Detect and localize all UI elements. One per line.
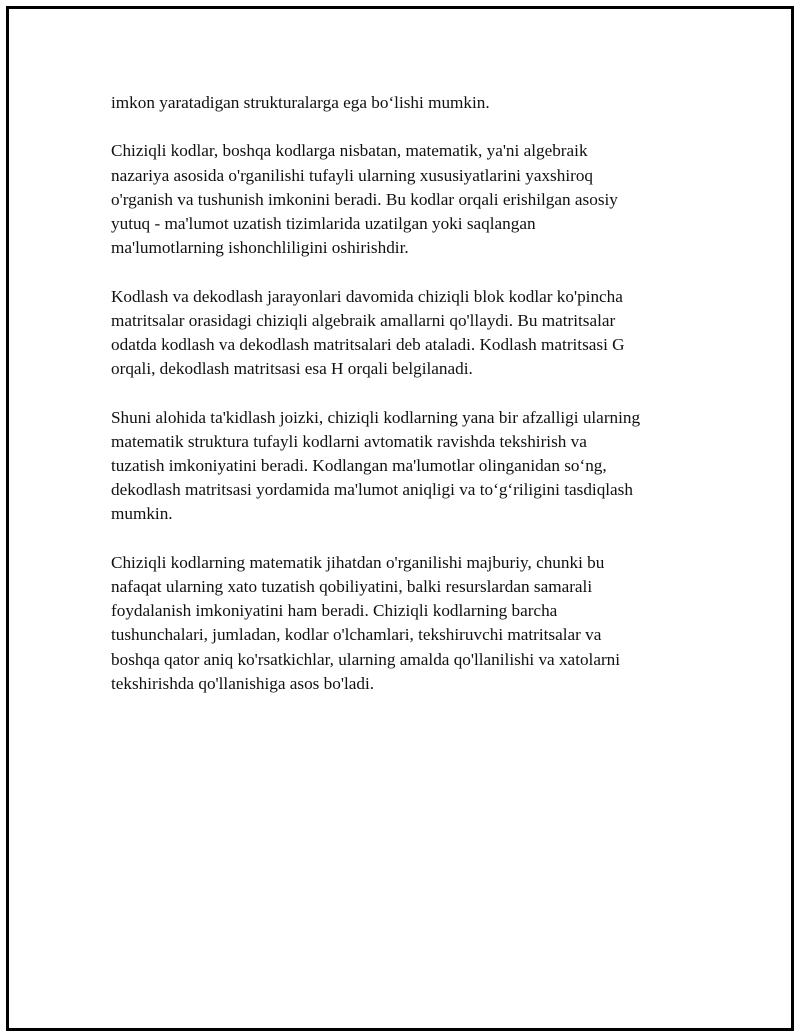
paragraph-encoding-matrices: Kodlash va dekodlash jarayonlari davomida chiziqli blok kodlar ko'pincha matritsalar orasidagi chiziqli algebraik amallarni qo'llaydi. Bu matritsalar odatda kodlash va dekodlash matritsalari deb ataladi. Kodlash matritsasi G orqali, dekodlash matritsasi esa H orqali belgilanadi. <box>111 286 625 379</box>
paragraph-error-checking: Shuni alohida ta'kidlash joizki, chiziqli kodlarning yana bir afzalligi ularning matematik struktura tufayli kodlarni avtomatik ravishda tekshirish va tuzatish imkoniyatini beradi. Kodlangan ma'lumotlar olinganidan so‘ng, dekodlash matritsasi yordamida ma'lumot aniqligi va to‘g‘riligini tasdiqlash mumkin. <box>111 407 641 524</box>
paragraph-continuation: imkon yaratadigan strukturalarga ega bo‘lishi mumkin. <box>111 93 490 112</box>
document-body <box>111 91 691 720</box>
paragraph-conclusion: Chiziqli kodlarning matematik jihatdan o'rganilishi majburiy, chunki bu nafaqat ularning xato tuzatish qobiliyatini, balki resurslardan samarali foydalanish imkoniyatini ham beradi. Chiziqli kodlarning barcha tushunchalari, jumladan, kodlar o'lchamlari, tekshiruvchi matritsalar va boshqa qator aniq ko'rsatkichlar, ularning amalda qo'llanilishi va xatolarni tekshirishda qo'llanishiga asos bo'ladi. <box>111 552 621 693</box>
paragraph-linear-codes-intro: Chiziqli kodlar, boshqa kodlarga nisbatan, matematik, ya'ni algebraik nazariya asosida o'rganilishi tufayli ularning xususiyatlarini yaxshiroq o'rganish va tushunish imkonini beradi. Bu kodlar orqali erishilgan asosiy yutuq - ma'lumot uzatish tizimlarida uzatilgan yoki saqlangan ma'lumotlarning ishonchliligini oshirishdir. <box>111 141 618 258</box>
